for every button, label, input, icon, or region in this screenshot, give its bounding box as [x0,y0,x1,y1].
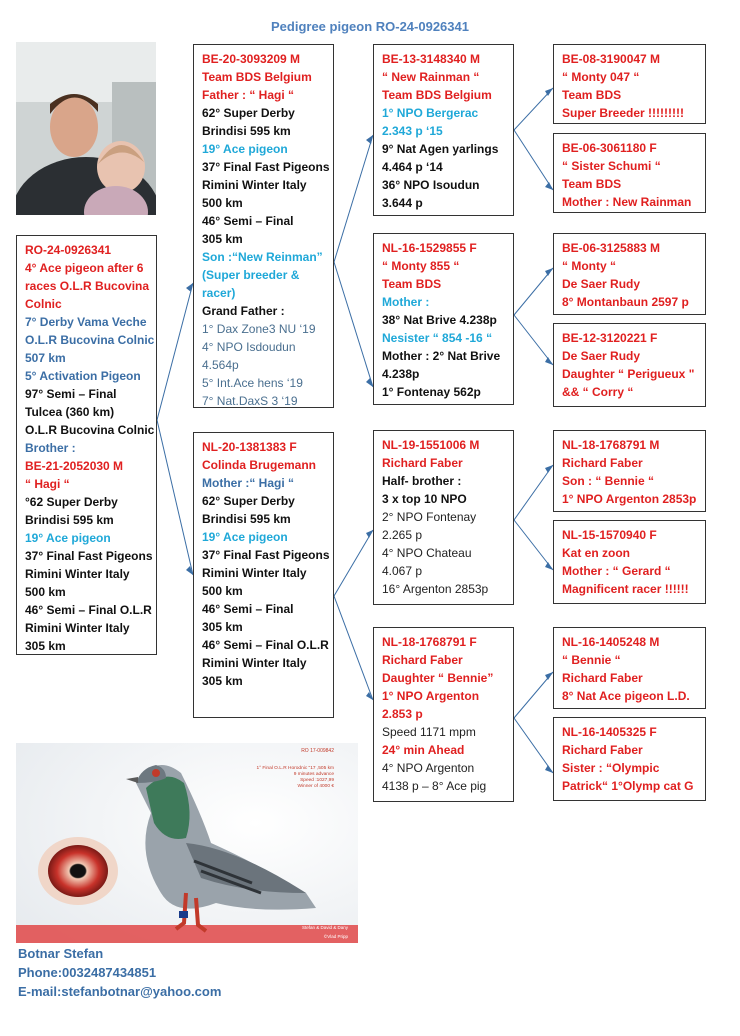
dam-dam-lines [382,633,505,795]
ss-line: 2.343 p ‘15 [382,124,443,138]
photo-caption-3: Speed :1027,99 [300,778,334,783]
dam-sire-card [373,430,514,605]
subject-pigeon-card [16,235,157,655]
sdd-line: De Saer Rudy [562,349,641,363]
sds-card [553,233,706,315]
ss-line: 36° NPO Isoudun [382,178,480,192]
ssd-line: Team BDS [562,177,622,191]
subject-line: °62 Super Derby [25,495,118,509]
dsd-line: Magnificent racer !!!!!! [562,582,689,596]
dam-line: Mother :“ Hagi “ [202,476,294,490]
dd-line: Richard Faber [382,653,463,667]
photo-credit: Stefan & David & Dany [301,925,348,930]
pigeon-photo [16,743,358,943]
sd-line: NL-16-1529855 F [382,241,477,255]
subject-line: 305 km [25,639,66,653]
sire-line: 46° Semi – Final [202,214,294,228]
subject-line: O.L.R Bucovina Colnic [25,333,155,347]
sss-line: Super Breeder !!!!!!!!! [562,106,684,120]
owner-phone: Phone:0032487434851 [18,965,157,980]
subject-line: BE-21-2052030 M [25,459,124,473]
dam-lines [202,438,330,690]
dds-line: NL-16-1405248 M [562,635,660,649]
dss-line: Son : “ Bennie “ [562,474,655,488]
dam-dam-card [373,627,514,802]
dam-line: 46° Semi – Final O.L.R [202,638,329,652]
ssd-lines [562,139,697,211]
ds-line: 2° NPO Fontenay [382,510,477,524]
ds-line: 4.067 p [382,564,423,578]
owner-photo [16,42,156,215]
ds-line: 2.265 p [382,528,423,542]
sire-dam-lines [382,239,505,401]
pigeon-illustration [16,743,358,943]
photo-copyright: ©Vlad Pripp [323,934,348,939]
sds-line: 8° Montanbaun 2597 p [562,295,689,309]
sds-line: De Saer Rudy [562,277,641,291]
sire-line: 500 km [202,196,243,210]
subject-line: 5° Activation Pigeon [25,369,141,383]
dsd-line: NL-15-1570940 F [562,528,657,542]
sss-line: Team BDS [562,88,622,102]
ss-line: 1° NPO Bergerac [382,106,479,120]
sire-line: Team BDS Belgium [202,70,312,84]
subject-line: races O.L.R Bucovina [25,279,150,293]
dam-line: Colinda Brugemann [202,458,317,472]
dsd-card [553,520,706,604]
photo-caption-4: Winner of 4000 € [297,784,334,789]
dds-card [553,627,706,709]
dam-card [193,432,334,718]
ddd-line: Patrick“ 1°Olymp cat G [562,779,694,793]
sd-line: Team BDS [382,277,442,291]
ss-line: Team BDS Belgium [382,88,492,102]
subject-line: Brother : [25,441,76,455]
sire-line: BE-20-3093209 M [202,52,301,66]
ds-line: NL-19-1551006 M [382,438,480,452]
photo-ring: RO 17-009842 [301,748,334,754]
sd-line: 38° Nat Brive 4.238p [382,313,497,327]
dd-line: NL-18-1768791 F [382,635,477,649]
sire-line: racer) [202,286,236,300]
photo-caption-1: 1° Final O.L.R Horodnic "17 ,505 km [256,766,334,771]
sdd-card [553,323,706,407]
sire-line: Brindisi 595 km [202,124,291,138]
ssd-card [553,133,706,213]
sdd-line: Daughter “ Perigueux " [562,367,695,381]
sire-line: Grand Father : [202,304,285,318]
dam-line: Rimini Winter Italy [202,566,307,580]
ddd-line: NL-16-1405325 F [562,725,657,739]
subject-line: Colnic [25,297,62,311]
sire-sire-lines [382,50,505,212]
sd-line: Nesister “ 854 -16 “ [382,331,493,345]
dsd-line: Kat en zoon [562,546,630,560]
ds-line: Half- brother : [382,474,462,488]
page-title: Pedigree pigeon RO-24-0926341 [271,19,469,34]
sire-line: Father : “ Hagi “ [202,88,295,102]
dss-line: 1° NPO Argenton 2853p [562,492,697,506]
ssd-line: “ Sister Schumi “ [562,159,661,173]
sire-line: (Super breeder & [202,268,300,282]
ds-line: 3 x top 10 NPO [382,492,467,506]
sdd-line: BE-12-3120221 F [562,331,658,345]
sire-dam-card [373,233,514,405]
sd-line: 4.238p [382,367,420,381]
dam-line: 500 km [202,584,243,598]
dam-line: NL-20-1381383 F [202,440,297,454]
contact-info [18,944,221,1001]
subject-line: 37° Final Fast Pigeons [25,549,153,563]
sire-line: 4.564p [202,358,239,372]
subject-line: RO-24-0926341 [25,243,112,257]
subject-line: 4° Ace pigeon after 6 [25,261,144,275]
dam-line: Rimini Winter Italy [202,656,307,670]
subject-line: Rimini Winter Italy [25,567,130,581]
photo-caption-2: 9 minutes advance [293,772,334,777]
ss-line: 3.644 p [382,196,423,210]
dam-line: 305 km [202,620,243,634]
sire-line: 5° Int.Ace hens ‘19 [202,376,303,390]
ssd-line: BE-06-3061180 F [562,141,657,155]
dam-line: Brindisi 595 km [202,512,291,526]
sire-line: 4° NPO Isdoudun [202,340,296,354]
sd-line: Mother : 2° Nat Brive [382,349,501,363]
sire-sire-card [373,44,514,216]
sire-line: 37° Final Fast Pigeons [202,160,330,174]
owner-email[interactable]: E-mail:stefanbotnar@yahoo.com [18,984,222,999]
dam-line: 62° Super Derby [202,494,295,508]
dam-sire-lines [382,436,505,598]
ssd-line: Mother : New Rainman [562,195,692,209]
sire-lines [202,50,330,408]
sire-line: 19° Ace pigeon [202,142,288,156]
owner-name: Botnar Stefan [18,946,104,961]
dd-line: Speed 1171 mpm [382,725,476,739]
sdd-lines [562,329,697,401]
sire-line: Son :“New Reinman” [202,250,323,264]
sss-line: BE-08-3190047 M [562,52,661,66]
dds-line: 8° Nat Ace pigeon L.D. [562,689,690,703]
dss-card [553,430,706,512]
sd-line: Mother : [382,295,430,309]
dd-line: 24° min Ahead [382,743,465,757]
dd-line: 1° NPO Argenton [382,689,480,703]
sss-lines [562,50,697,122]
ss-line: 9° Nat Agen yarlings [382,142,499,156]
sire-card [193,44,334,408]
sds-line: “ Monty “ [562,259,616,273]
subject-lines [25,241,155,655]
dd-line: 2.853 p [382,707,423,721]
dam-line: 46° Semi – Final [202,602,294,616]
sds-line: BE-06-3125883 M [562,241,661,255]
dss-line: NL-18-1768791 M [562,438,660,452]
sire-line: 62° Super Derby [202,106,295,120]
dam-line: 305 km [202,674,243,688]
sire-line: 305 km [202,232,243,246]
dds-line: Richard Faber [562,671,643,685]
subject-line: Rimini Winter Italy [25,621,130,635]
dd-line: 4138 p – 8° Ace pig [382,779,487,793]
sire-line: 7° Nat.DaxS 3 ‘19 [202,394,298,408]
subject-line: 19° Ace pigeon [25,531,111,545]
sd-line: 1° Fontenay 562p [382,385,481,399]
ss-line: BE-13-3148340 M [382,52,481,66]
dss-lines [562,436,697,508]
subject-line: 7° Derby Vama Veche [25,315,147,329]
ds-line: 4° NPO Chateau [382,546,472,560]
dsd-lines [562,526,697,598]
subject-line: 500 km [25,585,66,599]
ddd-lines [562,723,697,795]
dds-line: “ Bennie “ [562,653,621,667]
dds-lines [562,633,697,705]
ds-line: 16° Argenton 2853p [382,582,489,596]
dam-line: 19° Ace pigeon [202,530,288,544]
ss-line: “ New Rainman “ [382,70,480,84]
dss-line: Richard Faber [562,456,643,470]
sss-card [553,44,706,124]
sdd-line: && “ Corry “ [562,385,634,399]
ddd-card [553,717,706,801]
sire-line: 1° Dax Zone3 NU ‘19 [202,322,316,336]
subject-line: “ Hagi “ [25,477,70,491]
subject-line: 46° Semi – Final O.L.R [25,603,152,617]
dsd-line: Mother : “ Gerard “ [562,564,671,578]
ss-line: 4.464 p ‘14 [382,160,443,174]
subject-line: 507 km [25,351,66,365]
dam-line: 37° Final Fast Pigeons [202,548,330,562]
subject-line: 97° Semi – Final [25,387,117,401]
subject-line: O.L.R Bucovina Colnic [25,423,155,437]
sss-line: “ Monty 047 “ [562,70,640,84]
subject-line: Brindisi 595 km [25,513,114,527]
sds-lines [562,239,697,311]
ddd-line: Sister : “Olympic [562,761,660,775]
ddd-line: Richard Faber [562,743,643,757]
subject-line: Tulcea (360 km) [25,405,115,419]
sire-line: Rimini Winter Italy [202,178,307,192]
dd-line: Daughter “ Bennie” [382,671,494,685]
dd-line: 4° NPO Argenton [382,761,475,775]
sd-line: “ Monty 855 “ [382,259,460,273]
ds-line: Richard Faber [382,456,463,470]
